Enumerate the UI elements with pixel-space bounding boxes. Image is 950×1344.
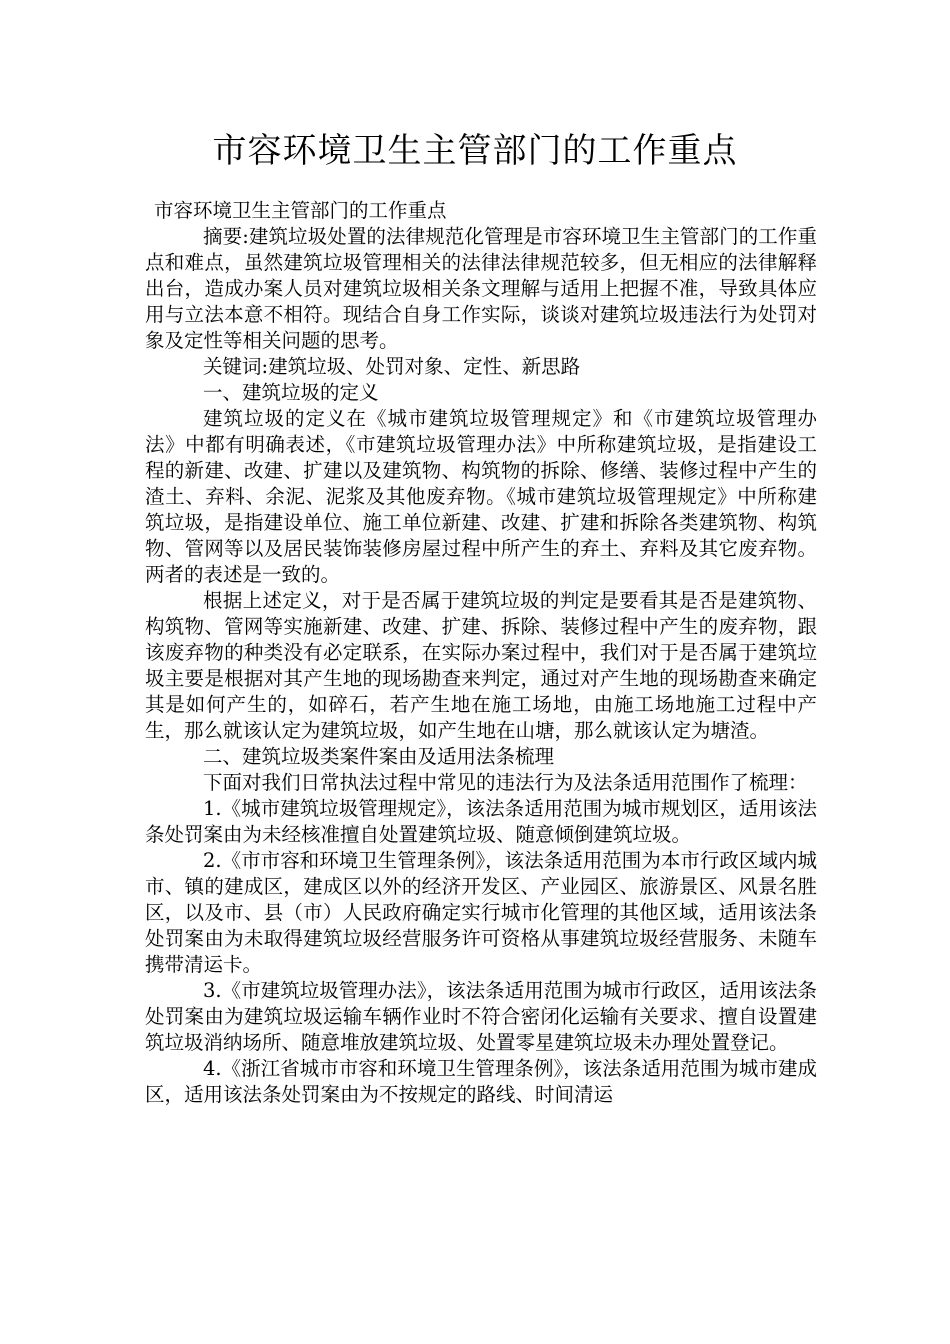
list-item-2: 2.《市市容和环境卫生管理条例》，该法条适用范围为本市行政区域内城市、镇的建成区，建成区以外的经济开发区、产业园区、旅游景区、风景名胜区，以及市、县（市）人民政府确定实行城市化管理的其他区域，适用该法条处罚案由为未取得建筑垃圾经营服务许可资格从事建筑垃圾经营服务、未随车携带清运卡。 — [145, 849, 817, 976]
list-item-1: 1.《城市建筑垃圾管理规定》，该法条适用范围为城市规划区，适用该法条处罚案由为未经核准擅自处置建筑垃圾、随意倾倒建筑垃圾。 — [145, 797, 817, 846]
document-body — [145, 224, 817, 1108]
body-paragraph: 建筑垃圾的定义在《城市建筑垃圾管理规定》和《市建筑垃圾管理办法》中都有明确表述，《市建筑垃圾管理办法》中所称建筑垃圾，是指建设工程的新建、改建、扩建以及建筑物、构筑物的拆除、修缮、装修过程中产生的渣土、弃料、余泥、泥浆及其他废弃物。《城市建筑垃圾管理规定》中所称建筑垃圾，是指建设单位、施工单位新建、改建、扩建和拆除各类建筑物、构筑物、管网等以及居民装饰装修房屋过程中所产生的弃土、弃料及其它废弃物。两者的表述是一致的。 — [145, 407, 817, 586]
keywords-paragraph: 关键词:建筑垃圾、处罚对象、定性、新思路 — [203, 355, 581, 378]
section-heading-1: 一、建筑垃圾的定义 — [203, 381, 379, 404]
section-heading-2: 二、建筑垃圾类案件案由及适用法条梳理 — [203, 745, 555, 768]
list-item-4: 4.《浙江省城市市容和环境卫生管理条例》，该法条适用范围为城市建成区，适用该法条处罚案由为不按规定的路线、时间清运 — [145, 1057, 817, 1106]
document-title: 市容环境卫生主管部门的工作重点 — [212, 131, 738, 171]
body-paragraph: 下面对我们日常执法过程中常见的违法行为及法条适用范围作了梳理： — [203, 771, 808, 794]
list-item-3: 3.《市建筑垃圾管理办法》，该法条适用范围为城市行政区，适用该法条处罚案由为建筑垃圾运输车辆作业时不符合密闭化运输有关要求、擅自设置建筑垃圾消纳场所、随意堆放建筑垃圾、处置零星建筑垃圾未办理处置登记。 — [145, 979, 817, 1054]
document-subtitle: 市容环境卫生主管部门的工作重点 — [154, 199, 447, 222]
abstract-paragraph: 摘要:建筑垃圾处置的法律规范化管理是市容环境卫生主管部门的工作重点和难点，虽然建筑垃圾管理相关的法律法律规范较多，但无相应的法律解释出台，造成办案人员对建筑垃圾相关条文理解与适用上把握不准，导致具体应用与立法本意不相符。现结合自身工作实际，谈谈对建筑垃圾违法行为处罚对象及定性等相关问题的思考。 — [145, 225, 817, 352]
body-paragraph: 根据上述定义，对于是否属于建筑垃圾的判定是要看其是否是建筑物、构筑物、管网等实施新建、改建、扩建、拆除、装修过程中产生的废弃物，跟该废弃物的种类没有必定联系，在实际办案过程中，我们对于是否属于建筑垃圾主要是根据对其产生地的现场勘查来判定，通过对产生地的现场勘查来确定其是如何产生的，如碎石，若产生地在施工场地，由施工场地施工过程中产生，那么就该认定为建筑垃圾，如产生地在山塘，那么就该认定为塘渣。 — [145, 589, 817, 742]
